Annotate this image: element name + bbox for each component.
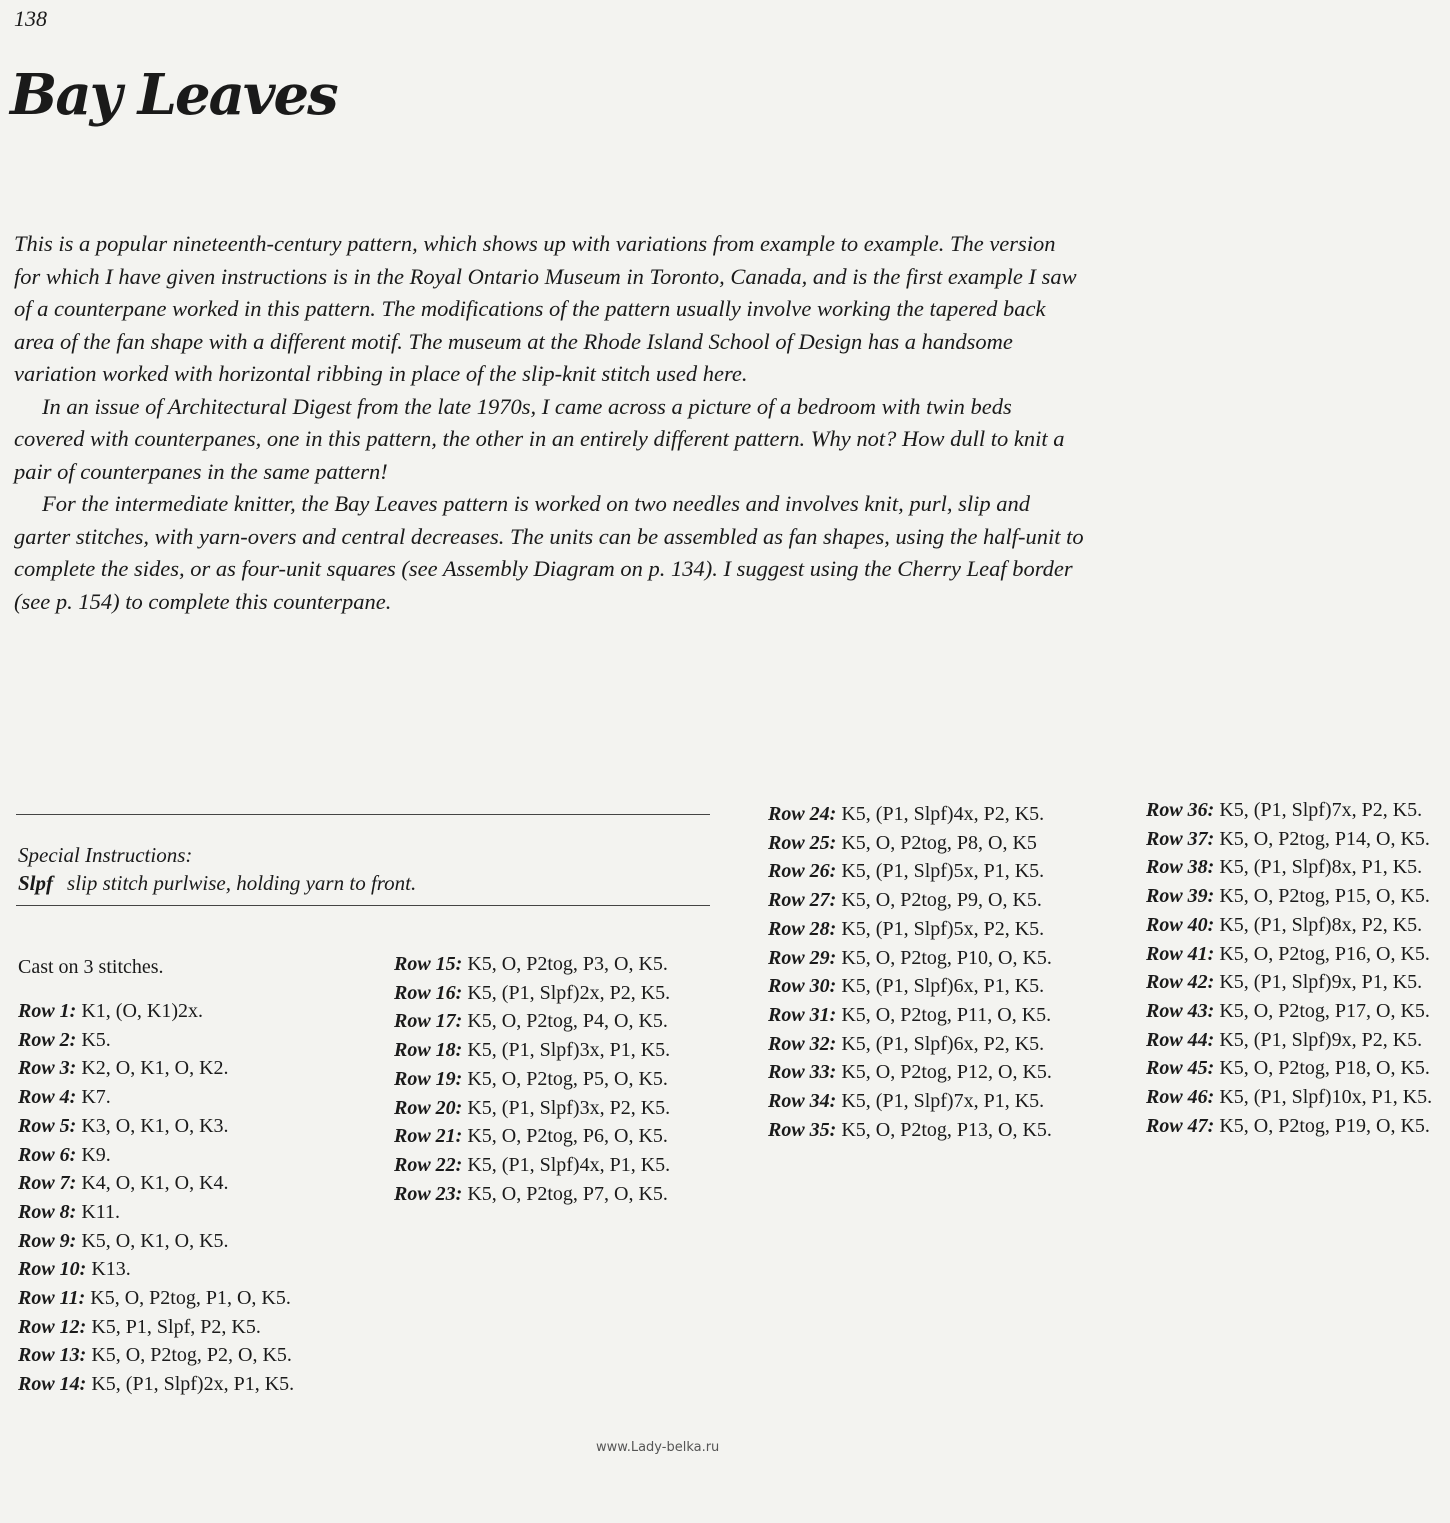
row-text: K5, (P1, Slpf)8x, P1, K5. bbox=[1219, 856, 1423, 879]
row-text: K5, O, P2tog, P18, O, K5. bbox=[1219, 1057, 1430, 1080]
row-label: Row 15: bbox=[394, 953, 463, 975]
row-label: Row 42: bbox=[1146, 971, 1215, 994]
row-instruction bbox=[18, 1112, 318, 1141]
row-label: Row 28: bbox=[768, 917, 837, 940]
abbreviation: Slpf bbox=[18, 871, 54, 895]
special-instructions-heading: Special Instructions: bbox=[18, 843, 193, 867]
intro-text bbox=[14, 228, 1084, 618]
row-text: K9. bbox=[81, 1143, 111, 1166]
row-text: K5, (P1, Slpf)8x, P2, K5. bbox=[1219, 913, 1423, 936]
row-text: K5, (P1, Slpf)5x, P1, K5. bbox=[841, 860, 1045, 883]
row-text: K5, O, P2tog, P16, O, K5. bbox=[1219, 942, 1430, 965]
row-instruction bbox=[394, 1094, 704, 1123]
row-label: Row 4: bbox=[18, 1086, 77, 1109]
page-number: 138 bbox=[14, 6, 47, 31]
special-instructions-entry bbox=[18, 869, 710, 897]
row-instruction bbox=[1146, 968, 1446, 997]
row-instruction bbox=[394, 1180, 704, 1209]
row-text: K5, (P1, Slpf)7x, P2, K5. bbox=[1219, 799, 1423, 821]
intro-paragraph: In an issue of Architectural Digest from the late 1970s, I came across a picture of a bedroom with twin beds covered with counterpanes, one in this pattern, the other in an entirely different pattern. Why not? How dull to knit a pair of counterpanes in the same pattern! bbox=[14, 393, 1065, 484]
cast-on-instruction: Cast on 3 stitches. bbox=[18, 956, 164, 978]
row-text: K5, (P1, Slpf)2x, P2, K5. bbox=[467, 981, 671, 1004]
row-instruction bbox=[1146, 882, 1446, 911]
row-label: Row 17: bbox=[394, 1010, 463, 1033]
row-label: Row 5: bbox=[18, 1114, 77, 1137]
row-instruction bbox=[18, 1054, 318, 1083]
row-text: K5, O, P2tog, P3, O, K5. bbox=[467, 953, 668, 975]
row-text: K7. bbox=[81, 1086, 111, 1109]
row-label: Row 20: bbox=[394, 1096, 463, 1119]
instruction-column-2 bbox=[394, 950, 704, 1208]
row-instruction bbox=[768, 1116, 1078, 1145]
row-label: Row 21: bbox=[394, 1125, 463, 1148]
row-text: K5, (P1, Slpf)4x, P2, K5. bbox=[841, 803, 1045, 825]
row-text: K5, (P1, Slpf)2x, P1, K5. bbox=[91, 1373, 295, 1396]
row-instruction bbox=[18, 1284, 318, 1313]
row-label: Row 2: bbox=[18, 1028, 77, 1051]
intro-paragraph: This is a popular nineteenth-century pattern, which shows up with variations from example to example. The version for which I have given instructions is in the Royal Ontario Museum in Toronto, Canada, and is the first example I saw of a counterpane worked in this pattern. The modifications of the pattern usually involve working the tapered back area of the fan shape with a different motif. The museum at the Rhode Island School of Design has a handsome variation worked with horizontal ribbing in place of the slip-knit stitch used here. bbox=[14, 231, 1077, 386]
row-instruction bbox=[768, 857, 1078, 886]
row-label: Row 3: bbox=[18, 1057, 77, 1080]
row-text: K5, O, P2tog, P5, O, K5. bbox=[467, 1067, 668, 1090]
watermark: www.Lady-belka.ru bbox=[596, 1440, 720, 1455]
row-text: K5, O, P2tog, P12, O, K5. bbox=[841, 1061, 1052, 1084]
row-instruction bbox=[18, 1341, 318, 1370]
row-label: Row 23: bbox=[394, 1182, 463, 1205]
row-label: Row 25: bbox=[768, 831, 837, 854]
row-label: Row 35: bbox=[768, 1118, 837, 1141]
row-text: K5, (P1, Slpf)9x, P1, K5. bbox=[1219, 971, 1423, 994]
row-label: Row 34: bbox=[768, 1090, 837, 1113]
row-label: Row 8: bbox=[18, 1200, 77, 1223]
row-label: Row 30: bbox=[768, 975, 837, 998]
row-instruction bbox=[768, 1058, 1078, 1087]
row-text: K5, O, P2tog, P8, O, K5 bbox=[841, 831, 1037, 854]
row-instruction bbox=[768, 1030, 1078, 1059]
row-label: Row 45: bbox=[1146, 1057, 1215, 1080]
row-text: K5, O, K1, O, K5. bbox=[81, 1229, 229, 1252]
row-instruction bbox=[18, 1227, 318, 1256]
row-text: K5, (P1, Slpf)6x, P2, K5. bbox=[841, 1032, 1045, 1055]
row-instruction bbox=[1146, 1083, 1446, 1112]
row-instruction bbox=[394, 950, 704, 979]
row-instruction bbox=[1146, 911, 1446, 940]
row-text: K5, O, P2tog, P13, O, K5. bbox=[841, 1118, 1052, 1141]
instruction-column-4 bbox=[1146, 796, 1446, 1140]
row-text: K5, O, P2tog, P9, O, K5. bbox=[841, 889, 1042, 912]
row-instruction bbox=[768, 1001, 1078, 1030]
row-text: K5, (P1, Slpf)4x, P1, K5. bbox=[467, 1153, 671, 1176]
row-text: K5, O, P2tog, P7, O, K5. bbox=[467, 1182, 668, 1205]
row-label: Row 41: bbox=[1146, 942, 1215, 965]
row-text: K5, O, P2tog, P2, O, K5. bbox=[91, 1344, 292, 1367]
row-label: Row 43: bbox=[1146, 999, 1215, 1022]
row-instruction bbox=[768, 944, 1078, 973]
row-text: K13. bbox=[91, 1258, 131, 1281]
row-instruction bbox=[394, 1065, 704, 1094]
row-label: Row 36: bbox=[1146, 799, 1215, 821]
row-text: K5, O, P2tog, P14, O, K5. bbox=[1219, 827, 1430, 850]
row-instruction bbox=[768, 972, 1078, 1001]
row-instruction bbox=[1146, 853, 1446, 882]
row-text: K5, (P1, Slpf)3x, P2, K5. bbox=[467, 1096, 671, 1119]
row-text: K5, O, P2tog, P6, O, K5. bbox=[467, 1125, 668, 1148]
row-instruction bbox=[18, 1083, 318, 1112]
row-instruction bbox=[18, 1169, 318, 1198]
row-instruction bbox=[18, 997, 318, 1026]
row-label: Row 7: bbox=[18, 1172, 77, 1195]
special-instructions-box bbox=[16, 814, 710, 906]
row-instruction bbox=[18, 1141, 318, 1170]
row-text: K5. bbox=[81, 1028, 111, 1051]
row-label: Row 37: bbox=[1146, 827, 1215, 850]
row-instruction bbox=[1146, 1026, 1446, 1055]
row-label: Row 44: bbox=[1146, 1028, 1215, 1051]
row-text: K5, O, P2tog, P1, O, K5. bbox=[90, 1287, 291, 1310]
row-text: K5, O, P2tog, P15, O, K5. bbox=[1219, 885, 1430, 908]
row-text: K2, O, K1, O, K2. bbox=[81, 1057, 229, 1080]
row-instruction bbox=[394, 1036, 704, 1065]
row-instruction bbox=[394, 1122, 704, 1151]
row-text: K5, (P1, Slpf)5x, P2, K5. bbox=[841, 917, 1045, 940]
row-text: K5, (P1, Slpf)7x, P1, K5. bbox=[841, 1090, 1045, 1113]
row-label: Row 46: bbox=[1146, 1086, 1215, 1109]
row-text: K1, (O, K1)2x. bbox=[81, 1000, 203, 1022]
row-instruction bbox=[768, 800, 1078, 829]
row-instruction bbox=[394, 1007, 704, 1036]
row-instruction bbox=[1146, 1112, 1446, 1141]
row-instruction bbox=[768, 1087, 1078, 1116]
row-instruction bbox=[18, 1370, 318, 1399]
row-label: Row 33: bbox=[768, 1061, 837, 1084]
row-instruction bbox=[1146, 940, 1446, 969]
row-text: K5, O, P2tog, P11, O, K5. bbox=[841, 1003, 1052, 1026]
row-label: Row 29: bbox=[768, 946, 837, 969]
row-label: Row 6: bbox=[18, 1143, 77, 1166]
row-label: Row 26: bbox=[768, 860, 837, 883]
page-title: Bay Leaves bbox=[10, 62, 337, 128]
row-text: K5, O, P2tog, P19, O, K5. bbox=[1219, 1114, 1430, 1137]
row-instruction bbox=[768, 886, 1078, 915]
row-instruction bbox=[768, 915, 1078, 944]
row-text: K5, O, P2tog, P4, O, K5. bbox=[467, 1010, 668, 1033]
row-text: K5, P1, Slpf, P2, K5. bbox=[91, 1315, 261, 1338]
row-text: K5, O, P2tog, P17, O, K5. bbox=[1219, 999, 1430, 1022]
row-instruction bbox=[18, 1313, 318, 1342]
row-instruction bbox=[18, 1026, 318, 1055]
row-label: Row 27: bbox=[768, 889, 837, 912]
row-instruction bbox=[18, 1255, 318, 1284]
row-instruction bbox=[1146, 997, 1446, 1026]
row-label: Row 13: bbox=[18, 1344, 87, 1367]
row-text: K5, (P1, Slpf)3x, P1, K5. bbox=[467, 1039, 671, 1062]
instruction-column-3 bbox=[768, 800, 1078, 1144]
row-label: Row 19: bbox=[394, 1067, 463, 1090]
row-instruction bbox=[18, 1198, 318, 1227]
row-label: Row 31: bbox=[768, 1003, 837, 1026]
row-label: Row 32: bbox=[768, 1032, 837, 1055]
row-text: K5, O, P2tog, P10, O, K5. bbox=[841, 946, 1052, 969]
row-label: Row 40: bbox=[1146, 913, 1215, 936]
row-text: K4, O, K1, O, K4. bbox=[81, 1172, 229, 1195]
row-text: K11. bbox=[81, 1200, 121, 1223]
intro-paragraph: For the intermediate knitter, the Bay Leaves pattern is worked on two needles and involves knit, purl, slip and garter stitches, with yarn-overs and central decreases. The units can be assembled as fan shapes, using the half-unit to complete the sides, or as four-unit squares (see Assembly Diagram on p. 134). I suggest using the Cherry Leaf border (see p. 154) to complete this counterpane. bbox=[14, 491, 1084, 614]
row-label: Row 24: bbox=[768, 803, 837, 825]
row-text: K5, (P1, Slpf)10x, P1, K5. bbox=[1219, 1086, 1433, 1109]
row-label: Row 1: bbox=[18, 1000, 77, 1022]
row-text: K3, O, K1, O, K3. bbox=[81, 1114, 229, 1137]
row-label: Row 47: bbox=[1146, 1114, 1215, 1137]
row-label: Row 39: bbox=[1146, 885, 1215, 908]
row-label: Row 9: bbox=[18, 1229, 77, 1252]
row-label: Row 14: bbox=[18, 1373, 87, 1396]
abbreviation-definition: slip stitch purlwise, holding yarn to front. bbox=[67, 871, 417, 895]
row-label: Row 18: bbox=[394, 1039, 463, 1062]
row-label: Row 22: bbox=[394, 1153, 463, 1176]
row-instruction bbox=[1146, 825, 1446, 854]
row-text: K5, (P1, Slpf)9x, P2, K5. bbox=[1219, 1028, 1423, 1051]
row-instruction bbox=[1146, 796, 1446, 825]
row-text: K5, (P1, Slpf)6x, P1, K5. bbox=[841, 975, 1045, 998]
row-label: Row 16: bbox=[394, 981, 463, 1004]
instruction-column-1 bbox=[18, 997, 318, 1399]
row-instruction bbox=[394, 1151, 704, 1180]
row-instruction bbox=[1146, 1054, 1446, 1083]
row-label: Row 12: bbox=[18, 1315, 87, 1338]
row-label: Row 10: bbox=[18, 1258, 87, 1281]
row-label: Row 38: bbox=[1146, 856, 1215, 879]
row-instruction bbox=[768, 829, 1078, 858]
row-label: Row 11: bbox=[18, 1287, 86, 1310]
row-instruction bbox=[394, 979, 704, 1008]
